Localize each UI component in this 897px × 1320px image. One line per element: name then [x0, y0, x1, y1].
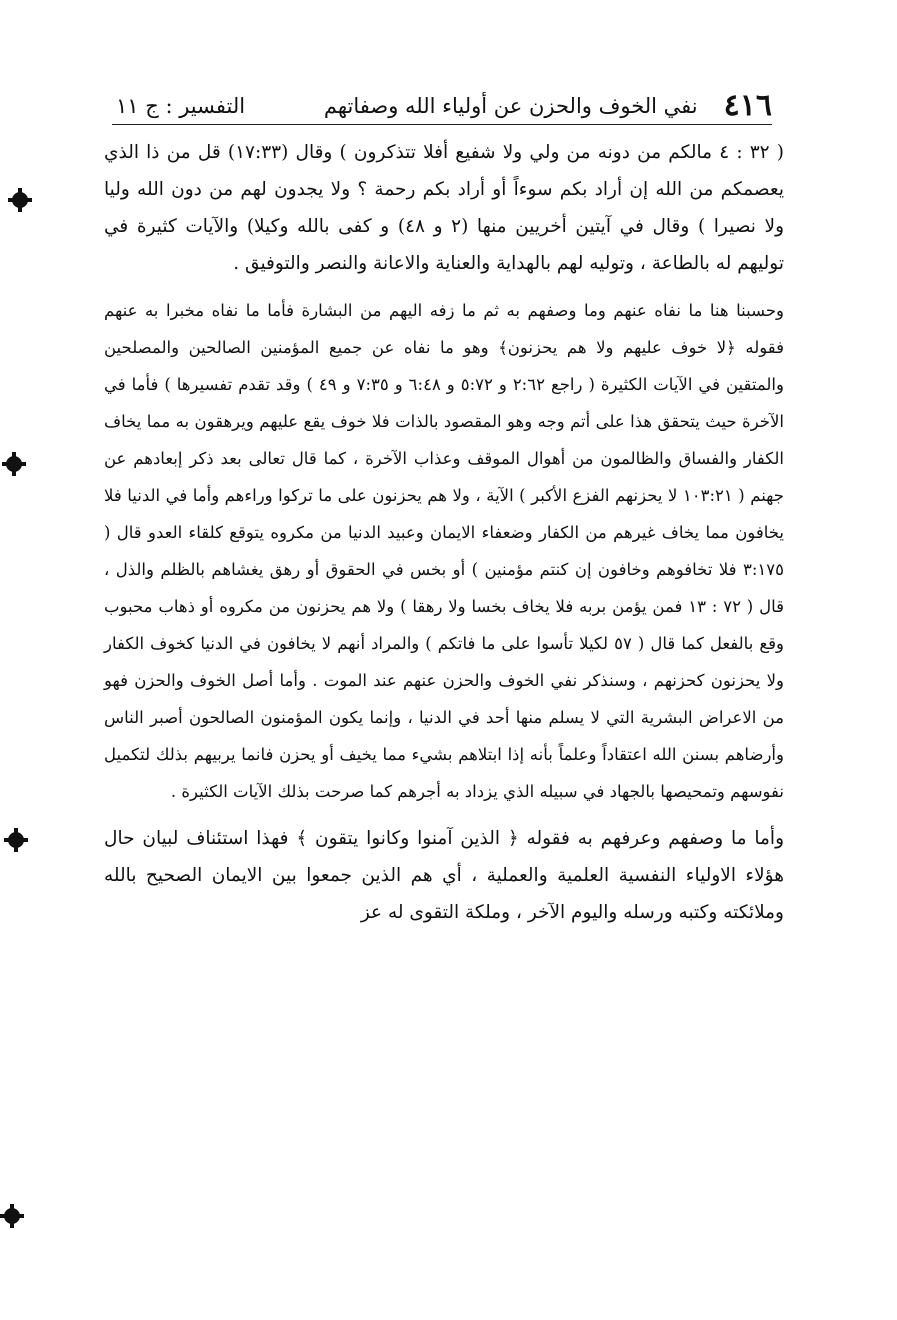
header-title: نفي الخوف والحزن عن أولياء الله وصفاتهم [323, 94, 698, 118]
running-header [112, 84, 772, 125]
page-number: ٤١٦ [723, 88, 772, 123]
margin-mark [4, 1208, 20, 1224]
body-text [104, 134, 784, 931]
margin-mark [8, 832, 24, 848]
margin-mark [6, 456, 22, 472]
margin-mark [12, 192, 28, 208]
paragraph-3: وأما ما وصفهم وعرفهم به فقوله ﴿ الذين آمنوا وكانوا يتقون ﴾ فهذا استئناف لبيان حال هؤلاء الاولياء النفسية العلمية والعملية ، أي هم الذين جمعوا بين الايمان الصحيح بالله وملائكته وكتبه ورسله واليوم الآخر ، وملكة التقوى له عز [104, 828, 784, 923]
header-section: التفسير : ج ١١ [116, 94, 246, 118]
paragraph-1: ( ٣٢ : ٤ مالكم من دونه من ولي ولا شفيع أفلا تتذكرون ) وقال (١٧:٣٣) قل من ذا الذي يعصمكم من الله إن أراد بكم سوءاً أو أراد بكم رحمة ؟ ولا يجدون لهم من دون الله وليا ولا نصيرا ) وقال في آيتين أخريين منها (٢ و ٤٨) و كفى بالله وكيلا) والآيات كثيرة في توليهم له بالطاعة ، وتوليه لهم بالهداية والعناية والاعانة والنصر والتوفيق . [104, 142, 785, 274]
paragraph-2: وحسبنا هنا ما نفاه عنهم وما وصفهم به ثم ما زفه اليهم من البشارة فأما ما نفاه مخبرا به عنهم فقوله ﴿لا خوف عليهم ولا هم يحزنون﴾ وهو ما نفاه عن جميع المؤمنين الصالحين والمصلحين والمتقين في الآيات الكثيرة ( راجع ٢:٦٢ و ٥:٧٢ و ٦:٤٨ و ٧:٣٥ و ٤٩ ) وقد تقدم تفسيرها ) فأما في الآخرة حيث يتحقق هذا على أتم وجه وهو المقصود بالذات فلا خوف يقع عليهم ويرهقون به مما يخاف الكفار والفساق والظالمون من أهوال الموقف وعذاب الآخرة ، كما قال تعالى بعد ذكر إبعادهم عن جهنم ( ١٠٣:٢١ لا يحزنهم الفزع الأكبر ) الآية ، ولا هم يحزنون على ما تركوا وراءهم وأما في الدنيا فلا يخافون مما يخاف غيرهم من الكفار وضعفاء الايمان وعبيد الدنيا من مكروه يتوقع كلقاء العدو قال ( ٣:١٧٥ فلا تخافوهم وخافون إن كنتم مؤمنين ) أو بخس في الحقوق أو رهق يغشاهم بالظلم والذل ، قال ( ٧٢ : ١٣ فمن يؤمن بربه فلا يخاف بخسا ولا رهقا ) ولا هم يحزنون من مكروه أو ذهاب محبوب وقع بالفعل كما قال ( ٥٧ لكيلا تأسوا على ما فاتكم ) والمراد أنهم لا يخافون في الدنيا كخوف الكفار ولا يحزنون كحزنهم ، وسنذكر نفي الخوف والحزن عنهم عند الموت . وأما أصل الخوف والحزن فهو من الاعراض البشرية التي لا يسلم منها أحد في الدنيا ، وإنما يكون المؤمنون الصالحون أصبر الناس وأرضاهم بسنن الله اعتقاداً وعلماً بأنه إذا ابتلاهم بشيء مما يخيف أو يحزن فانما يربيهم بذلك لتكميل نفوسهم وتمحيصها بالجهاد في سبيله الذي يزداد به أجرهم كما صرحت بذلك الآيات الكثيرة . [104, 301, 784, 801]
